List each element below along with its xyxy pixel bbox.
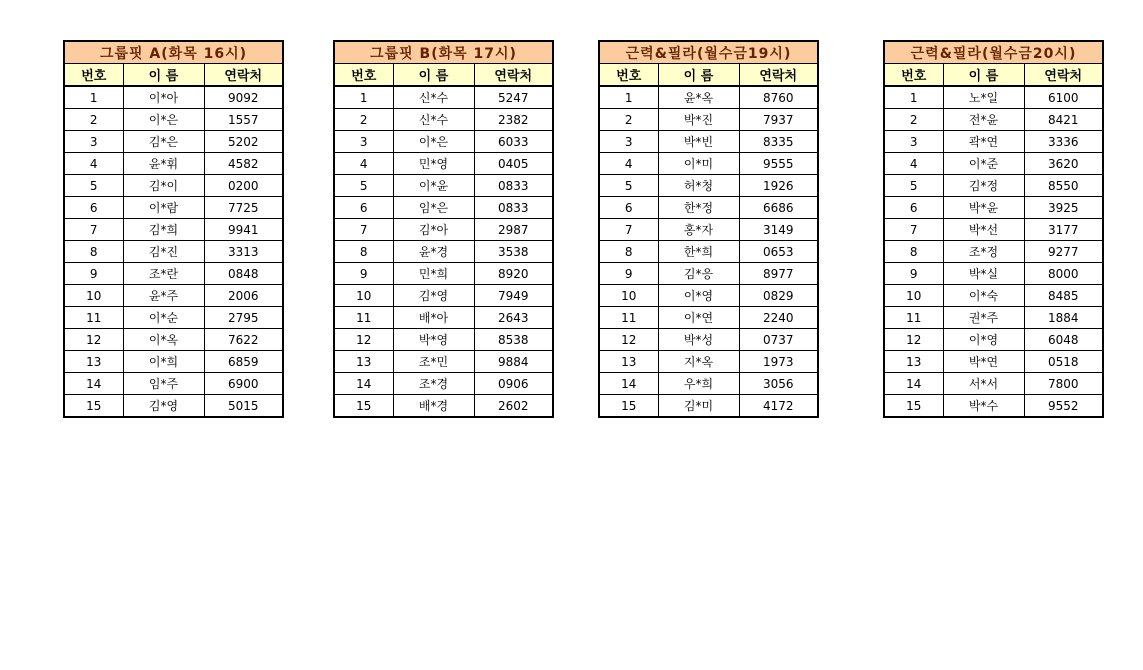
name-cell: 김*아 xyxy=(393,219,474,241)
name-cell: 박*선 xyxy=(943,219,1024,241)
no-cell: 1 xyxy=(334,86,393,109)
table-row xyxy=(599,373,818,395)
contact-cell: 3313 xyxy=(204,241,283,263)
no-cell: 15 xyxy=(334,395,393,418)
table-row xyxy=(334,351,553,373)
table-row xyxy=(599,175,818,197)
contact-cell: 2643 xyxy=(474,307,553,329)
no-cell: 15 xyxy=(884,395,943,418)
no-cell: 12 xyxy=(64,329,123,351)
table-row xyxy=(64,285,283,307)
table-row xyxy=(599,285,818,307)
contact-cell: 0833 xyxy=(474,175,553,197)
table-row xyxy=(64,109,283,131)
contact-cell: 2602 xyxy=(474,395,553,418)
table-row xyxy=(64,395,283,418)
name-cell: 이*순 xyxy=(123,307,204,329)
table-row xyxy=(64,219,283,241)
contact-cell: 7937 xyxy=(739,109,818,131)
name-cell: 민*희 xyxy=(393,263,474,285)
name-cell: 임*은 xyxy=(393,197,474,219)
no-cell: 11 xyxy=(334,307,393,329)
contact-cell: 0518 xyxy=(1024,351,1103,373)
no-cell: 9 xyxy=(599,263,658,285)
name-cell: 이*영 xyxy=(943,329,1024,351)
name-cell: 이*영 xyxy=(658,285,739,307)
col-header-no: 번호 xyxy=(884,64,943,87)
no-cell: 1 xyxy=(599,86,658,109)
no-cell: 9 xyxy=(334,263,393,285)
no-cell: 4 xyxy=(334,153,393,175)
contact-cell: 1557 xyxy=(204,109,283,131)
name-cell: 김*응 xyxy=(658,263,739,285)
no-cell: 13 xyxy=(334,351,393,373)
table-row xyxy=(599,263,818,285)
table-row xyxy=(884,197,1103,219)
name-cell: 홍*자 xyxy=(658,219,739,241)
no-cell: 8 xyxy=(599,241,658,263)
table-row xyxy=(64,153,283,175)
col-header-name: 이 름 xyxy=(393,64,474,87)
table-title: 근력&필라(월수금19시) xyxy=(599,41,818,64)
contact-cell: 3149 xyxy=(739,219,818,241)
no-cell: 8 xyxy=(334,241,393,263)
table-header-row xyxy=(64,64,283,87)
contact-cell: 6900 xyxy=(204,373,283,395)
name-cell: 김*은 xyxy=(123,131,204,153)
name-cell: 민*영 xyxy=(393,153,474,175)
contact-cell: 3177 xyxy=(1024,219,1103,241)
table-row xyxy=(884,175,1103,197)
contact-cell: 4582 xyxy=(204,153,283,175)
col-header-no: 번호 xyxy=(599,64,658,87)
table-row xyxy=(64,373,283,395)
table-row xyxy=(64,86,283,109)
contact-cell: 6859 xyxy=(204,351,283,373)
table-row xyxy=(884,373,1103,395)
no-cell: 2 xyxy=(334,109,393,131)
name-cell: 박*빈 xyxy=(658,131,739,153)
contact-cell: 7622 xyxy=(204,329,283,351)
contact-cell: 8538 xyxy=(474,329,553,351)
table-row xyxy=(599,219,818,241)
no-cell: 9 xyxy=(64,263,123,285)
contact-cell: 1926 xyxy=(739,175,818,197)
name-cell: 전*윤 xyxy=(943,109,1024,131)
no-cell: 1 xyxy=(884,86,943,109)
table-row xyxy=(599,329,818,351)
table-row xyxy=(884,86,1103,109)
name-cell: 신*수 xyxy=(393,109,474,131)
contact-cell: 5015 xyxy=(204,395,283,418)
table-row xyxy=(334,86,553,109)
table-row xyxy=(884,395,1103,418)
no-cell: 14 xyxy=(64,373,123,395)
no-cell: 12 xyxy=(884,329,943,351)
name-cell: 한*희 xyxy=(658,241,739,263)
contact-cell: 9555 xyxy=(739,153,818,175)
no-cell: 2 xyxy=(64,109,123,131)
name-cell: 노*일 xyxy=(943,86,1024,109)
table-row xyxy=(884,263,1103,285)
roster-table-groupfit-a xyxy=(63,40,284,418)
no-cell: 11 xyxy=(884,307,943,329)
contact-cell: 6033 xyxy=(474,131,553,153)
table-row xyxy=(334,153,553,175)
roster-table-groupfit-b xyxy=(333,40,554,418)
name-cell: 박*실 xyxy=(943,263,1024,285)
name-cell: 이*미 xyxy=(658,153,739,175)
name-cell: 이*옥 xyxy=(123,329,204,351)
table-title-row xyxy=(884,41,1103,64)
table-row xyxy=(334,307,553,329)
contact-cell: 6686 xyxy=(739,197,818,219)
no-cell: 3 xyxy=(599,131,658,153)
no-cell: 7 xyxy=(334,219,393,241)
contact-cell: 7800 xyxy=(1024,373,1103,395)
contact-cell: 8920 xyxy=(474,263,553,285)
table-row xyxy=(599,241,818,263)
table-row xyxy=(884,351,1103,373)
table-row xyxy=(64,263,283,285)
table-row xyxy=(64,307,283,329)
no-cell: 10 xyxy=(334,285,393,307)
name-cell: 윤*주 xyxy=(123,285,204,307)
name-cell: 배*경 xyxy=(393,395,474,418)
contact-cell: 0906 xyxy=(474,373,553,395)
table-row xyxy=(334,241,553,263)
no-cell: 5 xyxy=(599,175,658,197)
no-cell: 14 xyxy=(334,373,393,395)
col-header-no: 번호 xyxy=(64,64,123,87)
no-cell: 2 xyxy=(599,109,658,131)
table-row xyxy=(64,131,283,153)
contact-cell: 9884 xyxy=(474,351,553,373)
contact-cell: 1973 xyxy=(739,351,818,373)
contact-cell: 8000 xyxy=(1024,263,1103,285)
no-cell: 11 xyxy=(64,307,123,329)
name-cell: 임*주 xyxy=(123,373,204,395)
contact-cell: 8335 xyxy=(739,131,818,153)
name-cell: 박*성 xyxy=(658,329,739,351)
name-cell: 신*수 xyxy=(393,86,474,109)
contact-cell: 8421 xyxy=(1024,109,1103,131)
name-cell: 이*람 xyxy=(123,197,204,219)
table-row xyxy=(334,395,553,418)
table-row xyxy=(884,219,1103,241)
no-cell: 2 xyxy=(884,109,943,131)
no-cell: 8 xyxy=(884,241,943,263)
contact-cell: 2382 xyxy=(474,109,553,131)
table-row xyxy=(334,329,553,351)
table-title: 그룹핏 B(화목 17시) xyxy=(334,41,553,64)
no-cell: 6 xyxy=(334,197,393,219)
no-cell: 14 xyxy=(884,373,943,395)
name-cell: 이*은 xyxy=(393,131,474,153)
table-row xyxy=(884,131,1103,153)
table-title: 그룹핏 A(화목 16시) xyxy=(64,41,283,64)
no-cell: 3 xyxy=(334,131,393,153)
table-row xyxy=(334,263,553,285)
table-row xyxy=(599,153,818,175)
table-row xyxy=(884,109,1103,131)
table-row xyxy=(599,86,818,109)
no-cell: 12 xyxy=(599,329,658,351)
name-cell: 이*숙 xyxy=(943,285,1024,307)
col-header-contact: 연락처 xyxy=(204,64,283,87)
no-cell: 3 xyxy=(64,131,123,153)
name-cell: 지*옥 xyxy=(658,351,739,373)
no-cell: 6 xyxy=(884,197,943,219)
name-cell: 이*희 xyxy=(123,351,204,373)
contact-cell: 3538 xyxy=(474,241,553,263)
contact-cell: 9552 xyxy=(1024,395,1103,418)
name-cell: 김*이 xyxy=(123,175,204,197)
name-cell: 이*윤 xyxy=(393,175,474,197)
name-cell: 김*진 xyxy=(123,241,204,263)
no-cell: 10 xyxy=(599,285,658,307)
no-cell: 7 xyxy=(884,219,943,241)
table-header-row xyxy=(884,64,1103,87)
col-header-no: 번호 xyxy=(334,64,393,87)
contact-cell: 3925 xyxy=(1024,197,1103,219)
contact-cell: 9941 xyxy=(204,219,283,241)
table-row xyxy=(884,153,1103,175)
table-row xyxy=(334,197,553,219)
name-cell: 서*서 xyxy=(943,373,1024,395)
table-row xyxy=(334,373,553,395)
contact-cell: 8485 xyxy=(1024,285,1103,307)
no-cell: 6 xyxy=(64,197,123,219)
contact-cell: 5247 xyxy=(474,86,553,109)
contact-cell: 2795 xyxy=(204,307,283,329)
contact-cell: 8760 xyxy=(739,86,818,109)
name-cell: 김*미 xyxy=(658,395,739,418)
table-title-row xyxy=(64,41,283,64)
name-cell: 윤*경 xyxy=(393,241,474,263)
no-cell: 7 xyxy=(599,219,658,241)
contact-cell: 3056 xyxy=(739,373,818,395)
contact-cell: 8550 xyxy=(1024,175,1103,197)
col-header-contact: 연락처 xyxy=(1024,64,1103,87)
name-cell: 김*영 xyxy=(123,395,204,418)
no-cell: 5 xyxy=(334,175,393,197)
no-cell: 4 xyxy=(599,153,658,175)
col-header-contact: 연락처 xyxy=(474,64,553,87)
table-row xyxy=(599,131,818,153)
table-row xyxy=(599,109,818,131)
no-cell: 11 xyxy=(599,307,658,329)
name-cell: 박*수 xyxy=(943,395,1024,418)
contact-cell: 9092 xyxy=(204,86,283,109)
table-row xyxy=(64,175,283,197)
table-row xyxy=(334,175,553,197)
no-cell: 5 xyxy=(64,175,123,197)
contact-cell: 8977 xyxy=(739,263,818,285)
no-cell: 4 xyxy=(64,153,123,175)
table-row xyxy=(64,351,283,373)
name-cell: 한*정 xyxy=(658,197,739,219)
name-cell: 조*경 xyxy=(393,373,474,395)
table-row xyxy=(334,285,553,307)
name-cell: 이*준 xyxy=(943,153,1024,175)
name-cell: 윤*옥 xyxy=(658,86,739,109)
contact-cell: 0200 xyxy=(204,175,283,197)
no-cell: 6 xyxy=(599,197,658,219)
table-row xyxy=(64,197,283,219)
name-cell: 우*희 xyxy=(658,373,739,395)
no-cell: 15 xyxy=(64,395,123,418)
table-title-row xyxy=(334,41,553,64)
contact-cell: 9277 xyxy=(1024,241,1103,263)
no-cell: 10 xyxy=(64,285,123,307)
table-row xyxy=(884,285,1103,307)
table-row xyxy=(599,197,818,219)
table-row xyxy=(884,329,1103,351)
no-cell: 1 xyxy=(64,86,123,109)
contact-cell: 1884 xyxy=(1024,307,1103,329)
name-cell: 윤*휘 xyxy=(123,153,204,175)
col-header-name: 이 름 xyxy=(658,64,739,87)
contact-cell: 5202 xyxy=(204,131,283,153)
name-cell: 박*윤 xyxy=(943,197,1024,219)
table-title-row xyxy=(599,41,818,64)
contact-cell: 2987 xyxy=(474,219,553,241)
name-cell: 조*란 xyxy=(123,263,204,285)
table-row xyxy=(884,241,1103,263)
roster-table-strength-pilates-19 xyxy=(598,40,819,418)
name-cell: 김*정 xyxy=(943,175,1024,197)
name-cell: 박*진 xyxy=(658,109,739,131)
contact-cell: 4172 xyxy=(739,395,818,418)
name-cell: 조*민 xyxy=(393,351,474,373)
contact-cell: 6048 xyxy=(1024,329,1103,351)
col-header-contact: 연락처 xyxy=(739,64,818,87)
name-cell: 이*아 xyxy=(123,86,204,109)
name-cell: 조*정 xyxy=(943,241,1024,263)
no-cell: 13 xyxy=(599,351,658,373)
table-row xyxy=(64,241,283,263)
contact-cell: 2006 xyxy=(204,285,283,307)
col-header-name: 이 름 xyxy=(943,64,1024,87)
table-row xyxy=(64,329,283,351)
no-cell: 15 xyxy=(599,395,658,418)
name-cell: 배*아 xyxy=(393,307,474,329)
table-row xyxy=(334,219,553,241)
name-cell: 허*청 xyxy=(658,175,739,197)
name-cell: 권*주 xyxy=(943,307,1024,329)
contact-cell: 2240 xyxy=(739,307,818,329)
contact-cell: 0848 xyxy=(204,263,283,285)
contact-cell: 0653 xyxy=(739,241,818,263)
no-cell: 10 xyxy=(884,285,943,307)
no-cell: 12 xyxy=(334,329,393,351)
no-cell: 5 xyxy=(884,175,943,197)
table-row xyxy=(599,307,818,329)
contact-cell: 0405 xyxy=(474,153,553,175)
no-cell: 9 xyxy=(884,263,943,285)
no-cell: 4 xyxy=(884,153,943,175)
table-row xyxy=(599,351,818,373)
col-header-name: 이 름 xyxy=(123,64,204,87)
no-cell: 8 xyxy=(64,241,123,263)
contact-cell: 0833 xyxy=(474,197,553,219)
table-row xyxy=(334,131,553,153)
name-cell: 김*희 xyxy=(123,219,204,241)
no-cell: 14 xyxy=(599,373,658,395)
table-row xyxy=(884,307,1103,329)
table-row xyxy=(334,109,553,131)
contact-cell: 3336 xyxy=(1024,131,1103,153)
name-cell: 이*은 xyxy=(123,109,204,131)
table-row xyxy=(599,395,818,418)
table-header-row xyxy=(599,64,818,87)
name-cell: 박*영 xyxy=(393,329,474,351)
table-title: 근력&필라(월수금20시) xyxy=(884,41,1103,64)
contact-cell: 0829 xyxy=(739,285,818,307)
name-cell: 김*영 xyxy=(393,285,474,307)
name-cell: 곽*연 xyxy=(943,131,1024,153)
name-cell: 박*연 xyxy=(943,351,1024,373)
roster-table-strength-pilates-20 xyxy=(883,40,1104,418)
no-cell: 13 xyxy=(64,351,123,373)
table-header-row xyxy=(334,64,553,87)
contact-cell: 0737 xyxy=(739,329,818,351)
name-cell: 이*연 xyxy=(658,307,739,329)
no-cell: 7 xyxy=(64,219,123,241)
no-cell: 13 xyxy=(884,351,943,373)
contact-cell: 3620 xyxy=(1024,153,1103,175)
contact-cell: 6100 xyxy=(1024,86,1103,109)
no-cell: 3 xyxy=(884,131,943,153)
contact-cell: 7949 xyxy=(474,285,553,307)
contact-cell: 7725 xyxy=(204,197,283,219)
